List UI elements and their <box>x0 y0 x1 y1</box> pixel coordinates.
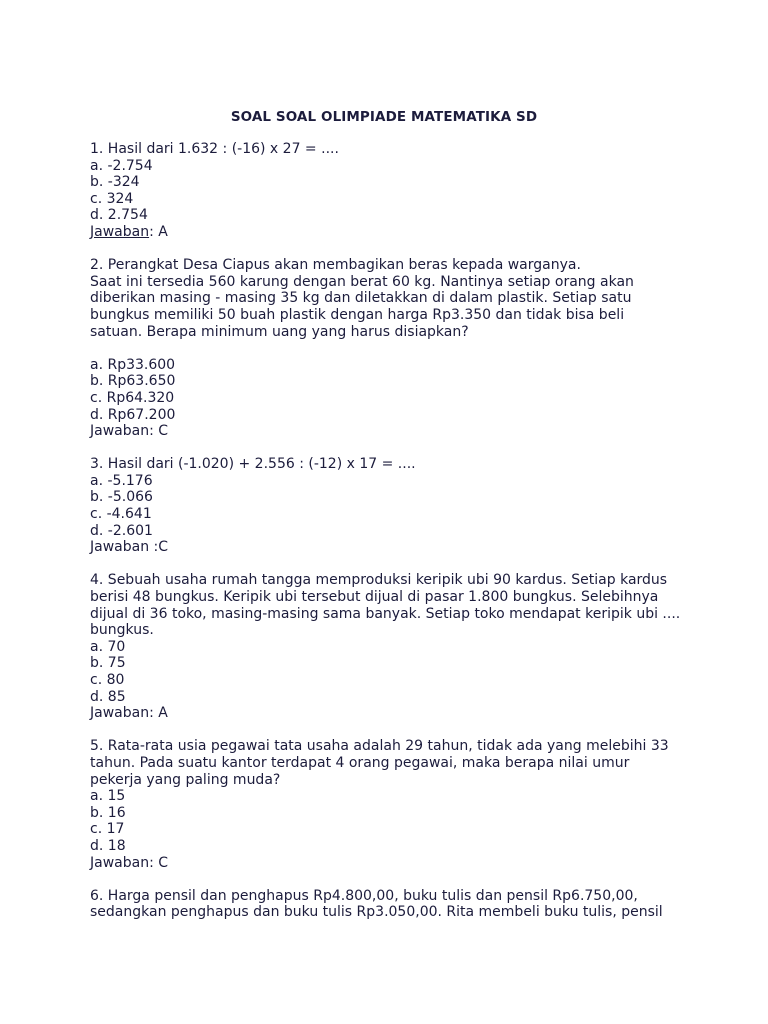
option-c: c. Rp64.320 <box>90 389 175 406</box>
option-d: d. 18 <box>90 837 126 854</box>
option-d: d. Rp67.200 <box>90 406 176 423</box>
answer-label: Jawaban <box>90 223 150 240</box>
blank-line <box>90 340 690 357</box>
option-a: a. 70 <box>90 638 126 655</box>
question-text: 1. Hasil dari 1.632 : (-16) x 27 = .... <box>90 141 339 157</box>
question-3 <box>90 456 690 556</box>
option-c: c. 324 <box>90 190 134 207</box>
question-text-line: bungkus. <box>90 622 154 639</box>
option-b: b. -5.066 <box>90 489 153 506</box>
option-b: b. 16 <box>90 804 126 821</box>
question-2 <box>90 257 690 440</box>
answer-line <box>90 224 690 241</box>
option-d: d. 2.754 <box>90 207 148 224</box>
question-text-line: 2. Perangkat Desa Ciapus akan membagikan beras kepada warganya. <box>90 257 581 274</box>
option-c: c. 17 <box>90 821 125 838</box>
answer-line: Jawaban :C <box>90 539 169 556</box>
answer-value: : A <box>149 223 168 240</box>
option-a: a. -5.176 <box>90 472 153 489</box>
answer-line: Jawaban: A <box>90 705 168 722</box>
option-c: c. -4.641 <box>90 506 152 523</box>
option-b: b. -324 <box>90 174 140 191</box>
question-4 <box>90 572 690 721</box>
option-b: b. Rp63.650 <box>90 373 176 390</box>
question-text-line: bungkus memiliki 50 buah plastik dengan harga Rp3.350 dan tidak bisa beli <box>90 306 625 323</box>
answer-line: Jawaban: C <box>90 423 169 440</box>
option-c: c. 80 <box>90 672 125 688</box>
question-text-line: diberikan masing - masing 35 kg dan diletakkan di dalam plastik. Setiap satu <box>90 290 632 307</box>
document-page <box>90 108 690 938</box>
question-text-line: tahun. Pada suatu kantor terdapat 4 orang pegawai, maka berapa nilai umur <box>90 754 630 771</box>
question-5 <box>90 738 690 871</box>
question-text-line: dijual di 36 toko, masing-masing sama banyak. Setiap toko mendapat keripik ubi .... <box>90 605 681 622</box>
option-a: a. 15 <box>90 788 126 805</box>
question-text: 3. Hasil dari (-1.020) + 2.556 : (-12) x 17 = .... <box>90 456 416 473</box>
answer-line: Jawaban: C <box>90 854 169 871</box>
option-d: d. -2.601 <box>90 522 153 539</box>
question-text-line: berisi 48 bungkus. Keripik ubi tersebut dijual di pasar 1.800 bungkus. Selebihnya <box>90 589 659 606</box>
question-text-line: Saat ini tersedia 560 karung dengan berat 60 kg. Nantinya setiap orang akan <box>90 273 634 290</box>
question-text-line: 6. Harga pensil dan penghapus Rp4.800,00, buku tulis dan pensil Rp6.750,00, <box>90 887 638 904</box>
question-6 <box>90 888 690 921</box>
question-text-line: sedangkan penghapus dan buku tulis Rp3.050,00. Rita membeli buku tulis, pensil <box>90 904 663 921</box>
option-a: a. Rp33.600 <box>90 356 176 373</box>
option-b: b. 75 <box>90 655 126 672</box>
question-1 <box>90 141 690 241</box>
option-a: a. -2.754 <box>90 157 153 174</box>
question-text-line: satuan. Berapa minimum uang yang harus disiapkan? <box>90 323 469 340</box>
question-text-line: 5. Rata-rata usia pegawai tata usaha adalah 29 tahun, tidak ada yang melebihi 33 <box>90 738 669 755</box>
document-title: SOAL SOAL OLIMPIADE MATEMATIKA SD <box>230 109 538 125</box>
question-text-line: pekerja yang paling muda? <box>90 771 281 788</box>
option-d: d. 85 <box>90 688 126 705</box>
question-text-line: 4. Sebuah usaha rumah tangga memproduksi keripik ubi 90 kardus. Setiap kardus <box>90 572 668 589</box>
